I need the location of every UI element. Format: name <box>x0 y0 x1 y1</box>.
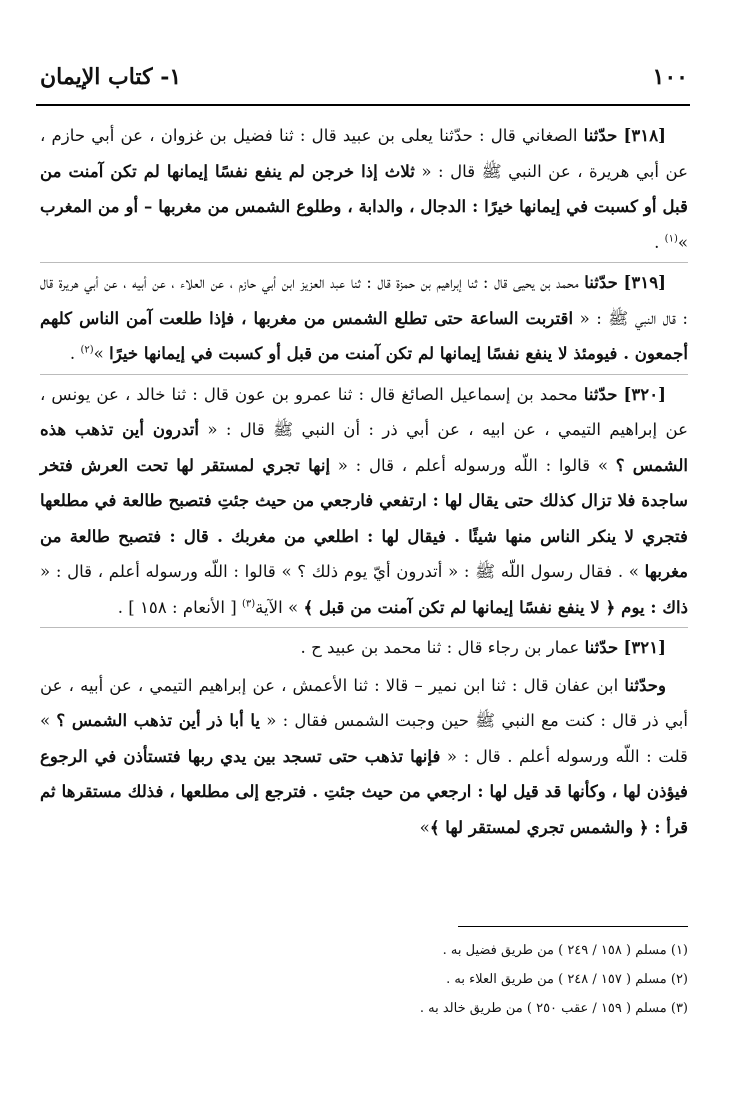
hadith-matn: ثلاث إذا خرجن لم ينفع نفسًا إيمانها لم تكن آمنت من قبل أو كسبت في إيمانها خيرًا : الدجال ، والدابة ، وطلوع الشمس من مغربها – أو من المغرب <box>40 160 688 216</box>
hadith-matn: أتدرون أين تذهب هذه الشمس ؟ <box>40 419 688 475</box>
hadith-sanad: عمار بن رجاء قال : ثنا محمد بن عبيد ح . <box>300 638 580 657</box>
hadith-lead: حدّثنا <box>583 383 618 404</box>
hadith-321 <box>40 627 688 666</box>
hadith-number: [٣٢١] <box>623 637 666 657</box>
hadith-matn: يا أبا ذر أين تذهب الشمس ؟ <box>56 710 261 730</box>
hadith-mid: » قالوا : اللّه ورسوله أعلم ، قال : « <box>330 455 616 475</box>
hadith-mid-2: » . فقال رسول اللّه ﷺ : « أتدرون أيّ يوم ذلك ؟ » قالوا : اللّه ورسوله أعلم ، قال : « <box>40 562 645 581</box>
hadith-320 <box>40 374 688 626</box>
hadith-lead: حدّثنا <box>584 272 618 292</box>
hadith-lead: وحدّثنا <box>624 674 666 695</box>
hadith-close: » الآية <box>255 597 304 617</box>
hadith-lead: حدّثنا <box>584 637 619 657</box>
hadith-matn: اقتربت الساعة حتى تطلع الشمس من مغربها ، فإذا طلعت آمن الناس كلهم أجمعون . فيومئذ لا ينفع نفسًا إيمانها لم تكن آمنت من قبل أو كسبت في إيمانها خيرًا <box>40 307 688 363</box>
hadith-number: [٣٢٠] <box>623 383 666 404</box>
footnote-1: (١) مسلم ( ١٥٨ / ٢٤٩ ) من طريق فضيل به . <box>442 943 688 958</box>
hadith-number: [٣١٩] <box>623 272 666 292</box>
hadith-mid: » قلت : اللّه ورسوله أعلم . قال : « <box>40 711 688 766</box>
hadith-close: » <box>677 232 688 252</box>
footnote-ref: (٢) <box>80 344 94 356</box>
hadith-close: » <box>419 817 430 837</box>
hadith-matn-3: ذاك : يوم ﴿ لا ينفع نفسًا إيمانها لم تكن آمنت من قبل ﴾ <box>303 596 688 617</box>
hadith-matn-2: فإنها تذهب حتى تسجد بين يدي ربها فتستأذن في الرجوع فيؤذن لها ، وكأنها قد قيل لها : ارجعي من حيث جئتِ . فترجع إلى مطلعها ، فذلك مستقرها ثم قرأ : ﴿ والشمس تجري لمستقر لها ﴾ <box>40 745 688 837</box>
hadith-318 <box>40 118 688 260</box>
hadith-number: [٣١٨] <box>623 125 666 145</box>
footnote-ref: (١) <box>664 232 678 244</box>
hadith-321-second-chain <box>40 668 688 846</box>
page-number: ١٠٠ <box>652 64 688 90</box>
main-text <box>40 118 688 847</box>
hadith-matn-2: إنها تجري لمستقر لها تحت العرش فتخر ساجدة فلا تزال كذلك حتى يقال لها : ارتفعي فارجعي من حيث جئتِ فتصبح طالعة في مطلعها فتجري لا ينكر الناس منها شيئًا . فيقال لها : اطلعي من مغربك . قال : فتصبح طالعة من مغربها <box>40 454 688 581</box>
footnote-ref: (٣) <box>241 597 256 609</box>
hadith-sanad: محمد بن يحيى قال : ثنا إبراهيم بن حمزة قال : ثنا عبد العزيز ابن أبي حازم ، عن العلاء ، عن أبيه ، عن أبي هريرة قال : قال النبي ﷺ : « <box>40 273 689 328</box>
book-title: ١- كتاب الإيمان <box>40 64 182 90</box>
footnotes <box>40 936 688 1023</box>
hadith-tail: . <box>654 232 665 252</box>
hadith-sanad: الصغاني قال : حدّثنا يعلى بن عبيد قال : ثنا فضيل بن غزوان ، عن أبي حازم ، عن أبي هريرة ، عن النبي ﷺ قال : « <box>40 126 689 181</box>
hadith-319 <box>40 262 688 372</box>
page-header <box>40 62 688 102</box>
footnote-divider <box>458 926 688 927</box>
header-divider <box>36 104 690 106</box>
hadith-tail: [ الأنعام : ١٥٨ ] . <box>117 597 242 617</box>
hadith-close: » <box>93 344 104 363</box>
hadith-tail: . <box>69 344 81 363</box>
footnote-3: (٣) مسلم ( ١٥٩ / عقب ٢٥٠ ) من طريق خالد به . <box>419 1001 688 1016</box>
hadith-sanad: ابن عفان قال : ثنا ابن نمير – قالا : ثنا الأعمش ، عن إبراهيم التيمي ، عن أبيه ، عن أبي ذر قال : كنت مع النبي ﷺ حين وجبت الشمس فقال : « <box>40 675 688 730</box>
footnote-2: (٢) مسلم ( ١٥٧ / ٢٤٨ ) من طريق العلاء به . <box>446 972 688 987</box>
hadith-sanad: محمد بن إسماعيل الصائغ قال : ثنا عمرو بن عون قال : ثنا خالد ، عن يونس ، عن إبراهيم التيمي ، عن ابيه ، عن أبي ذر : أن النبي ﷺ قال : « <box>40 384 689 439</box>
hadith-lead: حدّثنا <box>583 125 618 145</box>
